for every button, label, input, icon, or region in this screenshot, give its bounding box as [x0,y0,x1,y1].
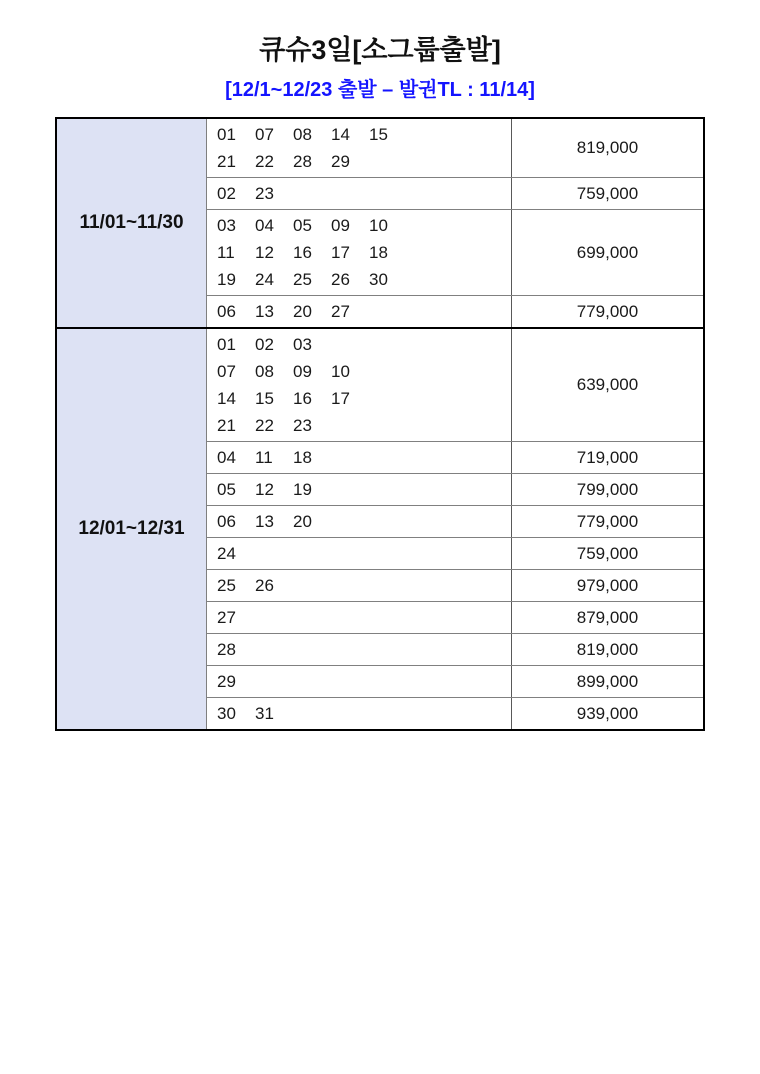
price-cell: 779,000 [576,301,639,321]
price-cell: 719,000 [576,447,639,467]
day-number: 08 [255,362,274,381]
day-number: 21 [217,152,236,171]
day-line [217,412,511,439]
price-row [207,665,703,697]
day-number: 11 [217,243,235,262]
day-number: 09 [293,362,312,381]
day-number: 15 [369,125,388,144]
departure-days-cell [207,506,512,537]
price-cell: 779,000 [576,511,639,531]
day-number: 07 [217,362,236,381]
month-range-cell: 11/01~11/30 [57,119,207,327]
departure-days-cell [207,666,512,697]
price-row [207,697,703,729]
day-number: 28 [293,152,312,171]
departure-days-cell [207,602,512,633]
day-number: 18 [369,243,388,262]
day-number: 18 [293,448,312,467]
price-row [207,505,703,537]
day-number: 24 [217,544,236,563]
day-number: 20 [293,512,312,531]
day-number: 03 [217,216,236,235]
price-row [207,209,703,295]
day-line [217,121,511,148]
day-number: 23 [255,184,274,203]
group-rows [207,329,703,729]
price-cell: 819,000 [576,138,639,157]
departure-days-cell [207,329,512,441]
day-number: 13 [255,512,274,531]
day-line [217,385,511,412]
day-number: 15 [255,389,274,408]
day-number: 01 [217,125,236,144]
month-group [57,119,703,327]
price-cell: 899,000 [576,671,639,691]
day-line [217,572,511,599]
day-number: 22 [255,152,274,171]
day-number: 17 [331,389,350,408]
day-number: 19 [293,480,312,499]
day-number: 07 [255,125,274,144]
day-number: 01 [217,335,236,354]
day-number: 24 [255,270,274,289]
departure-days-cell [207,538,512,569]
day-number: 09 [331,216,350,235]
price-row [207,473,703,505]
price-row [207,119,703,177]
price-row [207,569,703,601]
departure-days-cell [207,442,512,473]
price-cell: 879,000 [576,607,639,627]
day-number: 31 [255,704,274,723]
price-cell: 639,000 [576,375,639,394]
day-number: 22 [255,416,274,435]
page-title: 큐슈3일[소그룹출발] [259,35,501,65]
day-number: 27 [217,608,236,627]
price-cell: 799,000 [576,479,639,499]
day-number: 06 [217,302,236,321]
price-row [207,295,703,327]
day-number: 04 [255,216,274,235]
price-cell: 819,000 [576,639,639,659]
day-line [217,358,511,385]
day-number: 21 [217,416,236,435]
day-number: 29 [331,152,350,171]
price-cell: 699,000 [576,242,639,262]
day-number: 16 [293,389,312,408]
price-row [207,633,703,665]
day-line [217,331,511,358]
price-cell: 759,000 [576,183,639,203]
day-line [217,604,511,631]
day-number: 08 [293,125,312,144]
day-number: 20 [293,302,312,321]
day-number: 23 [293,416,312,435]
day-number: 27 [331,302,350,321]
day-line [217,700,511,727]
day-number: 30 [369,270,388,289]
day-number: 05 [293,216,312,235]
day-number: 30 [217,704,236,723]
day-number: 05 [217,480,236,499]
day-number: 17 [331,243,350,262]
price-row [207,177,703,209]
day-number: 03 [293,335,312,354]
group-rows [207,119,703,327]
day-line [217,444,511,471]
departure-days-cell [207,119,512,177]
departure-days-cell [207,570,512,601]
departure-days-cell [207,178,512,209]
day-number: 28 [217,640,236,659]
day-line [217,636,511,663]
day-line [217,508,511,535]
departure-days-cell [207,634,512,665]
day-number: 29 [217,672,236,691]
price-cell: 939,000 [576,703,639,723]
day-line [217,298,511,325]
month-range-cell: 12/01~12/31 [57,329,207,729]
price-cell: 759,000 [576,543,639,563]
day-number: 04 [217,448,236,467]
day-number: 12 [255,480,274,499]
price-row [207,537,703,569]
day-number: 12 [255,243,274,262]
day-number: 13 [255,302,274,321]
price-row [207,441,703,473]
day-number: 11 [255,448,273,467]
day-line [217,540,511,567]
departure-days-cell [207,474,512,505]
day-number: 26 [255,576,274,595]
day-number: 02 [217,184,236,203]
departure-days-cell [207,296,512,327]
day-line [217,180,511,207]
departure-days-cell [207,698,512,729]
price-table [55,117,705,731]
day-number: 19 [217,270,236,289]
day-number: 14 [217,389,236,408]
day-line [217,239,511,266]
day-number: 26 [331,270,350,289]
departure-days-cell [207,210,512,295]
day-number: 02 [255,335,274,354]
day-line [217,476,511,503]
price-row [207,601,703,633]
day-number: 16 [293,243,312,262]
day-number: 25 [293,270,312,289]
day-number: 10 [369,216,388,235]
price-cell: 979,000 [576,575,639,595]
page-subtitle: [12/1~12/23 출발 – 발권TL : 11/14] [225,79,535,101]
month-group [57,327,703,729]
day-number: 25 [217,576,236,595]
day-line [217,668,511,695]
day-line [217,148,511,175]
price-row [207,329,703,441]
day-number: 06 [217,512,236,531]
day-number: 10 [331,362,350,381]
day-line [217,212,511,239]
day-number: 14 [331,125,350,144]
day-line [217,266,511,293]
